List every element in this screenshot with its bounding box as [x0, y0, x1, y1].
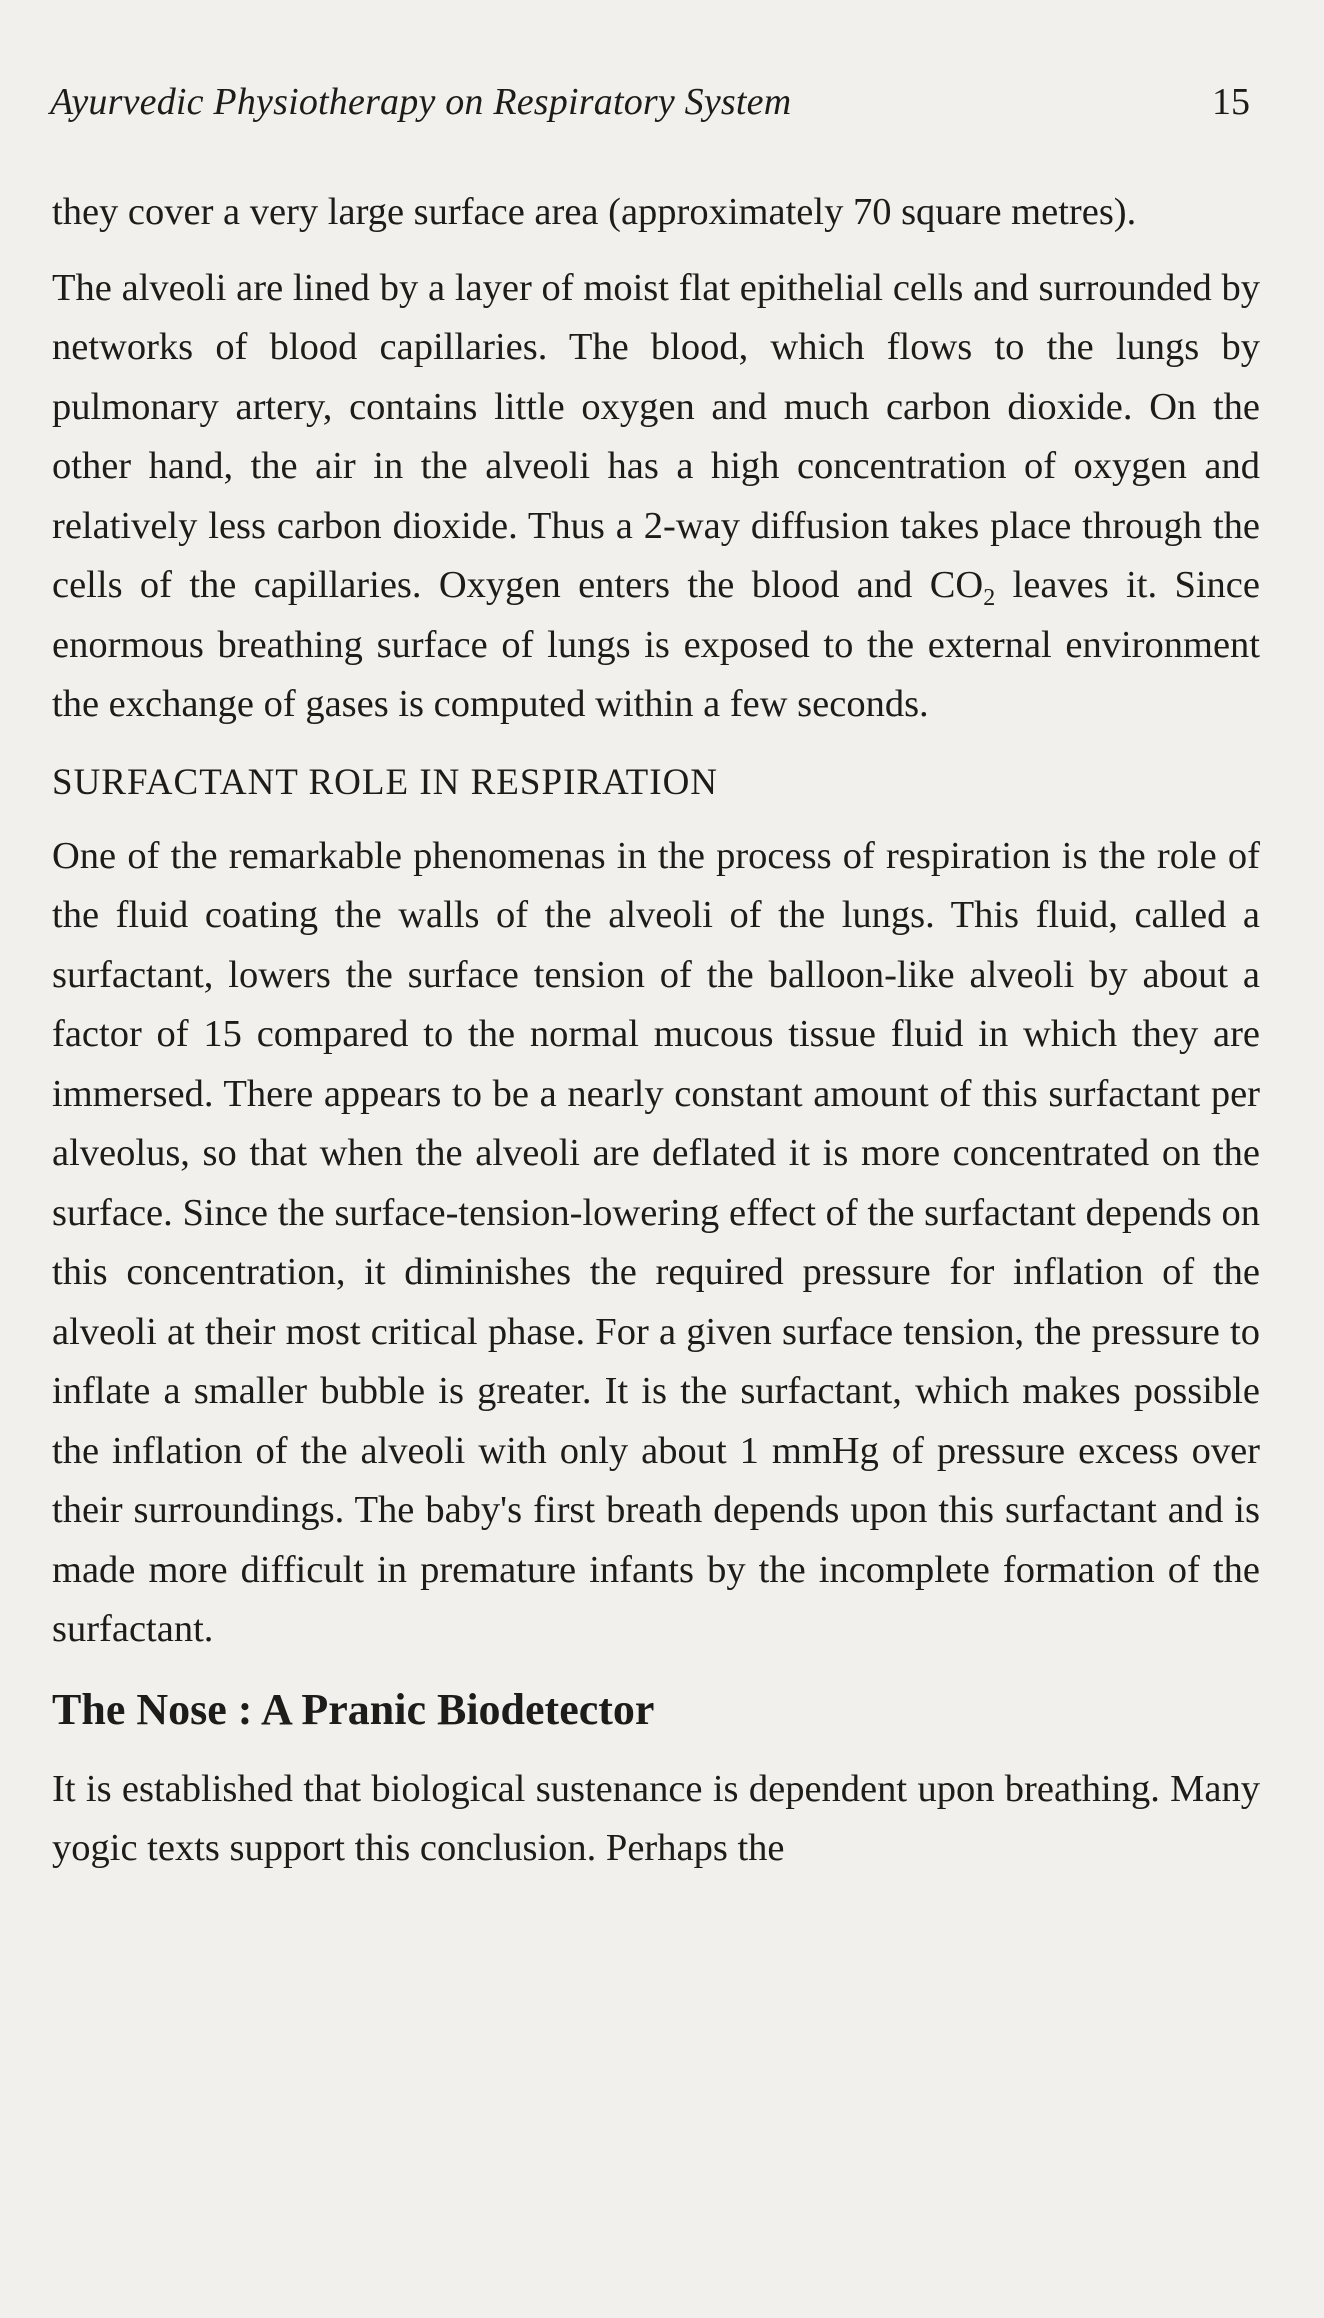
running-title: Ayurvedic Physiotherapy on Respiratory System: [50, 81, 792, 123]
running-head: [50, 80, 1250, 140]
subsection-heading-nose: The Nose : A Pranic Biodetector: [52, 1684, 655, 1734]
paragraph-alveoli-diffusion: [52, 259, 1260, 735]
paragraph-alveoli-text-a: The alveoli are lined by a layer of moist flat epithelial cells and surrounded by networks of blood capillaries. The blood, which flows to the lungs by pulmonary artery, contains little oxygen and much carbon dioxide. On the other hand, the air in the alveoli has a high concentration of oxygen and relatively less carbon dioxide. Thus a 2-way diffusion takes place through the cells of the capillaries. Oxygen enters the blood and CO: [52, 266, 1260, 606]
paragraph-alveoli-text-b: leaves it. Since enormous breathing surface of lungs is exposed to the external environment the exchange of gases is computed within a few seconds.: [52, 564, 1260, 725]
paragraph-surfactant: One of the remarkable phenomenas in the process of respiration is the role of the fluid coating the walls of the alveoli of the lungs. This fluid, called a surfactant, lowers the surface tension of the balloon-like alveoli by about a factor of 15 compared to the normal mucous tissue fluid in which they are immersed. There appears to be a nearly constant amount of this surfactant per alveolus, so that when the alveoli are deflated it is more concentrated on the surface. Since the surface-tension-lowering effect of the surfactant depends on this concentration, it diminishes the required pressure for inflation of the alveoli at their most critical phase. For a given surface tension, the pressure to inflate a smaller bubble is greater. It is the surfactant, which makes possible the inflation of the alveoli with only about 1 mmHg of pressure excess over their surroundings. The baby's first breath depends upon this surfactant and is made more difficult in premature infants by the incomplete formation of the surfactant.: [52, 834, 1260, 1650]
paragraph-biological-sustenance: It is established that biological sustenance is dependent upon breathing. Many yogic texts support this conclusion. Perhaps the: [52, 1767, 1260, 1869]
page-number: 15: [1212, 81, 1250, 123]
paragraph-surface-area: they cover a very large surface area (approximately 70 square metres).: [52, 191, 1137, 233]
body-text: [52, 183, 1260, 1879]
co2-subscript: 2: [983, 585, 996, 611]
section-heading-surfactant: SURFACTANT ROLE IN RESPIRATION: [52, 761, 719, 803]
